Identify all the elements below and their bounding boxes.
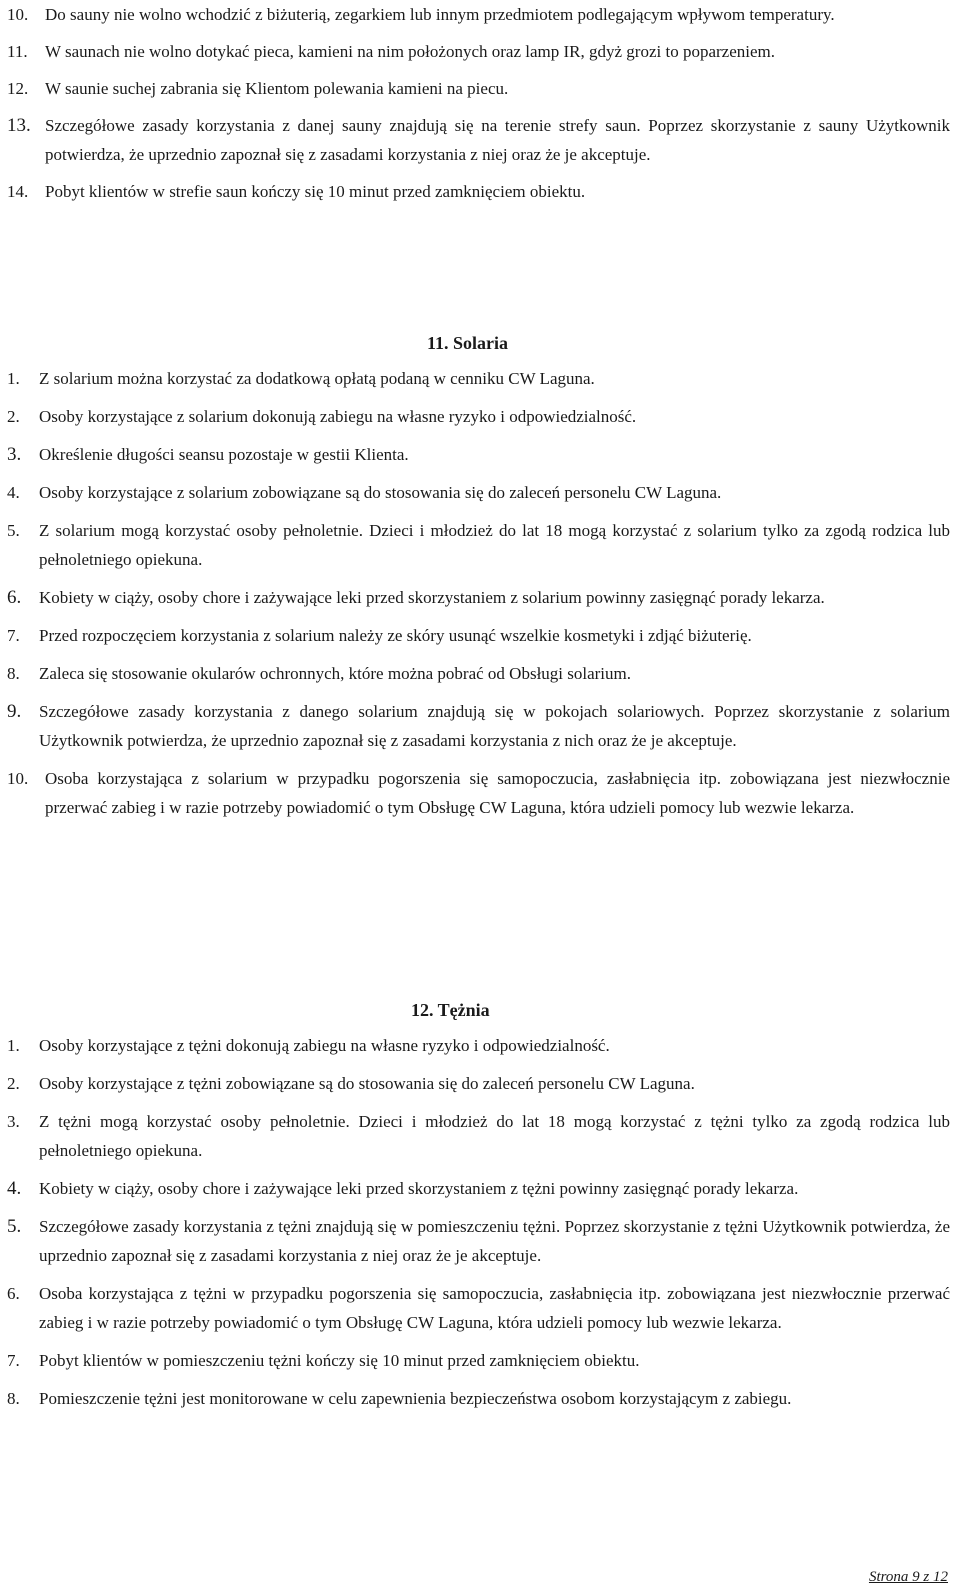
item-text: Osoby korzystające z solarium dokonują zabiegu na własne ryzyko i odpowiedzialność. [39, 407, 637, 426]
item-text: Szczegółowe zasady korzystania z danej sauny znajdują się na terenie strefy saun. Poprzez skorzystanie z sauny Użytkownik potwierdza, że uprzednio zapoznał się z zasadami korzystania z niej oraz że je akceptuje. [45, 116, 950, 164]
item-number: 2. [7, 1074, 20, 1093]
item-text: Osoby korzystające z tężni zobowiązane są do stosowania się do zaleceń personelu CW Laguna. [39, 1074, 695, 1093]
list-item [7, 111, 950, 169]
item-number: 5. [7, 521, 20, 540]
item-text: W saunie suchej zabrania się Klientom polewania kamieni na piecu. [45, 79, 509, 98]
page-footer [869, 1567, 948, 1587]
list-item [7, 621, 950, 650]
item-number: 6. [7, 1284, 20, 1303]
solaria-section [7, 330, 950, 822]
item-number: 1. [7, 369, 20, 388]
item-text: Do sauny nie wolno wchodzić z biżuterią, zegarkiem lub innym przedmiotem podlegającym wpływom temperatury. [45, 5, 835, 24]
list-item [7, 1212, 950, 1270]
list-item [7, 478, 950, 507]
list-item [7, 1279, 950, 1337]
item-number: 6. [7, 587, 22, 608]
item-text: Kobiety w ciąży, osoby chore i zażywające leki przed skorzystaniem z tężni powinny zasięgnąć porady lekarza. [39, 1179, 799, 1198]
item-text: Osoby korzystające z solarium zobowiązane są do stosowania się do zaleceń personelu CW Laguna. [39, 483, 722, 502]
item-text: Osoba korzystająca z solarium w przypadku pogorszenia się samopoczucia, zasłabnięcia itp. zobowiązana jest niezwłocznie przerwać zabieg i w razie potrzeby powiadomić o tym Obsługę CW Laguna, która udzieli pomocy lub wezwie lekarza. [45, 769, 950, 817]
list-item [7, 659, 950, 688]
item-number: 10. [7, 769, 29, 788]
item-text: Pobyt klientów w pomieszczeniu tężni kończy się 10 minut przed zamknięciem obiektu. [39, 1351, 640, 1370]
list-item [7, 1031, 950, 1060]
list-item [7, 177, 950, 206]
item-number: 1. [7, 1036, 20, 1055]
teznia-section [7, 997, 950, 1413]
item-text: Kobiety w ciąży, osoby chore i zażywające leki przed skorzystaniem z solarium powinny zasięgnąć porady lekarza. [39, 588, 825, 607]
item-text: Szczegółowe zasady korzystania z danego solarium znajdują się w pokojach solariowych. Poprzez skorzystanie z solarium Użytkownik potwierdza, że uprzednio zapoznał się z zasadami korzystania z nich oraz że je akceptuje. [39, 702, 950, 750]
item-number: 7. [7, 626, 20, 645]
list-item [7, 1107, 950, 1165]
list-item [7, 1346, 950, 1375]
item-number: 11. [7, 42, 28, 61]
item-text: Zaleca się stosowanie okularów ochronnych, które można pobrać od Obsługi solarium. [39, 664, 632, 683]
list-item [7, 1069, 950, 1098]
sauna-rules-section [7, 0, 950, 206]
list-item [7, 37, 950, 66]
item-number: 2. [7, 407, 20, 426]
list-item [7, 764, 950, 822]
item-text: Określenie długości seansu pozostaje w gestii Klienta. [39, 445, 409, 464]
item-text: Pobyt klientów w strefie saun kończy się 10 minut przed zamknięciem obiektu. [45, 182, 586, 201]
list-item [7, 1384, 950, 1413]
list-item [7, 440, 950, 469]
item-text: Z tężni mogą korzystać osoby pełnoletnie. Dzieci i młodzież do lat 18 mogą korzystać z tężni tylko za zgodą rodzica lub pełnoletniego opiekuna. [39, 1112, 950, 1160]
section-heading: 11. Solaria [427, 333, 509, 353]
item-number: 4. [7, 483, 20, 502]
section-heading: 12. Tężnia [411, 1000, 490, 1020]
list-item [7, 1174, 950, 1203]
item-number: 3. [7, 444, 22, 465]
item-text: Przed rozpoczęciem korzystania z solarium należy ze skóry usunąć wszelkie kosmetyki i zdjąć biżuterię. [39, 626, 752, 645]
item-text: Szczegółowe zasady korzystania z tężni znajdują się w pomieszczeniu tężni. Poprzez skorzystanie z tężni Użytkownik potwierdza, że uprzednio zapoznał się z zasadami korzystania z niej oraz że je akceptuje. [39, 1217, 950, 1265]
list-item [7, 516, 950, 574]
item-number: 12. [7, 79, 29, 98]
item-number: 7. [7, 1351, 20, 1370]
item-text: Z solarium można korzystać za dodatkową opłatą podaną w cenniku CW Laguna. [39, 369, 595, 388]
page-number: Strona 9 z 12 [868, 1569, 948, 1585]
item-number: 3. [7, 1112, 20, 1131]
list-item [7, 74, 950, 103]
item-number: 9. [7, 701, 22, 722]
item-number: 4. [7, 1178, 22, 1199]
item-number: 14. [7, 182, 29, 201]
list-item [7, 583, 950, 612]
item-text: W saunach nie wolno dotykać pieca, kamieni na nim położonych oraz lamp IR, gdyż grozi to poparzeniem. [45, 42, 775, 61]
item-number: 10. [7, 5, 29, 24]
item-number: 8. [7, 1389, 20, 1408]
list-item [7, 697, 950, 755]
item-number: 5. [7, 1216, 22, 1237]
item-text: Osoby korzystające z tężni dokonują zabiegu na własne ryzyko i odpowiedzialność. [39, 1036, 610, 1055]
list-item [7, 364, 950, 393]
list-item [7, 0, 950, 29]
item-number: 13. [7, 115, 31, 136]
list-item [7, 402, 950, 431]
item-text: Z solarium mogą korzystać osoby pełnoletnie. Dzieci i młodzież do lat 18 mogą korzystać z solarium tylko za zgodą rodzica lub pełnoletniego opiekuna. [39, 521, 950, 569]
item-text: Pomieszczenie tężni jest monitorowane w celu zapewnienia bezpieczeństwa osobom korzystającym z zabiegu. [39, 1389, 792, 1408]
item-text: Osoba korzystająca z tężni w przypadku pogorszenia się samopoczucia, zasłabnięcia itp. zobowiązana jest niezwłocznie przerwać zabieg i w razie potrzeby powiadomić o tym Obsługę CW Laguna, która udzieli pomocy lub wezwie lekarza. [39, 1284, 950, 1332]
item-number: 8. [7, 664, 20, 683]
